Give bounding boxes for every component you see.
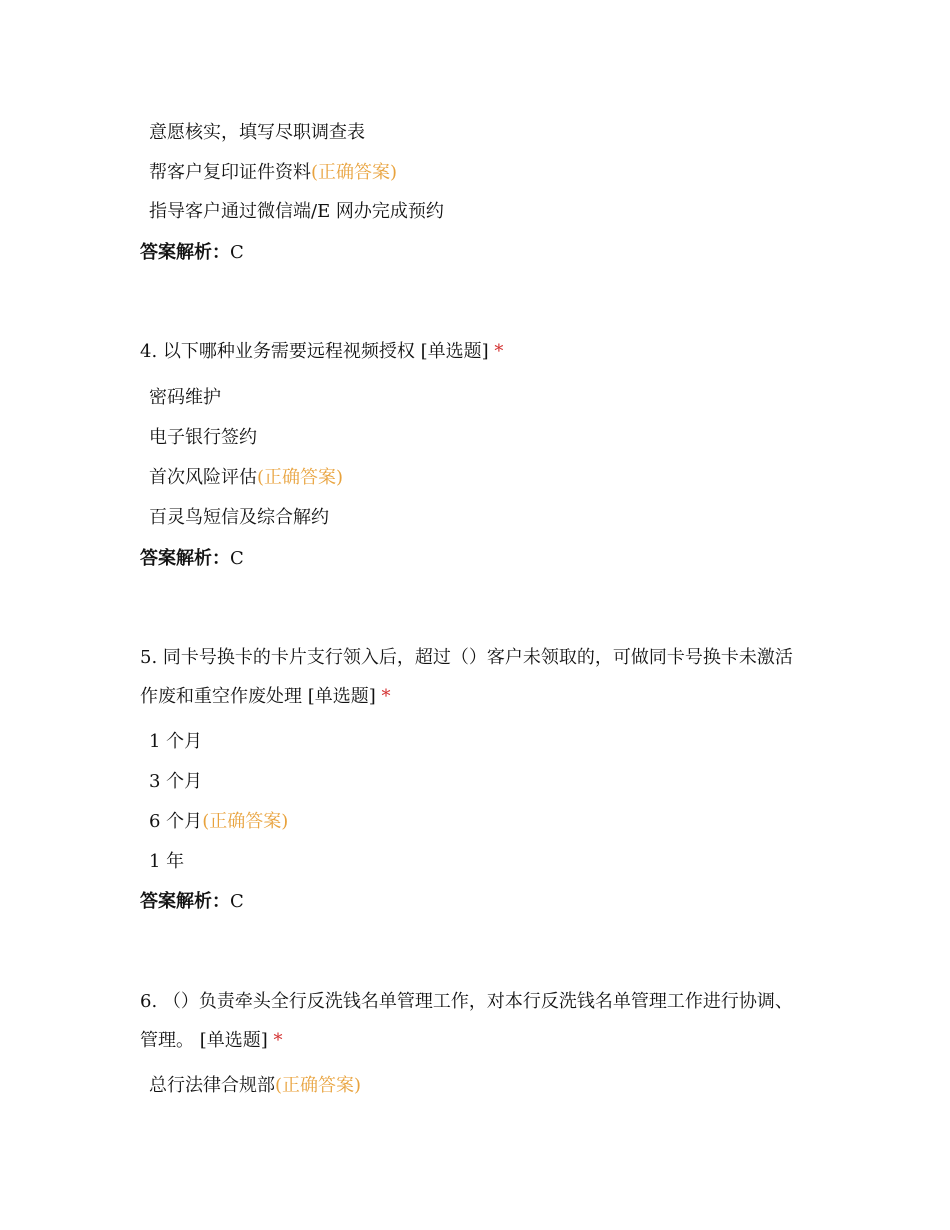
- option-text: 意愿核实，填写尽职调查表: [149, 122, 365, 143]
- answer-explanation: [140, 548, 244, 570]
- option-item: [149, 731, 202, 753]
- question-text: 4. 以下哪种业务需要远程视频授权: [140, 341, 415, 362]
- correct-answer-tag: (正确答案): [257, 467, 344, 488]
- question-text: 6. （）负责牵头全行反洗钱名单管理工作，对本行反洗钱名单管理工作进行协调、: [140, 991, 793, 1012]
- option-text: 3 个月: [149, 771, 203, 792]
- correct-answer-tag: (正确答案): [311, 162, 398, 183]
- question-text: 管理。: [140, 1030, 194, 1051]
- option-text: 百灵鸟短信及综合解约: [149, 507, 329, 528]
- question-text: 作废和重空作废处理: [140, 686, 302, 707]
- correct-answer-tag: (正确答案): [275, 1075, 362, 1096]
- option-text: 指导客户通过微信端/E 网办完成预约: [149, 201, 444, 222]
- option-item: [149, 201, 444, 223]
- answer-label: 答案解析：: [140, 891, 230, 912]
- required-mark: *: [494, 341, 504, 362]
- question-text: 5. 同卡号换卡的卡片支行领入后，超过（）客户未领取的，可做同卡号换卡未激活: [140, 647, 793, 668]
- option-item: [149, 811, 288, 833]
- answer-value: C: [230, 242, 244, 263]
- option-item: [149, 467, 343, 489]
- question-title-continued: [140, 686, 391, 708]
- option-text: 1 个月: [149, 731, 203, 752]
- option-text: 帮客户复印证件资料: [149, 162, 311, 183]
- answer-value: C: [230, 548, 244, 569]
- question-type: [单选题]: [420, 341, 489, 362]
- option-item: [149, 851, 184, 873]
- option-item: [149, 507, 329, 529]
- question-title: [140, 647, 793, 669]
- option-item: [149, 1075, 361, 1097]
- answer-value: C: [230, 891, 244, 912]
- option-item: [149, 162, 397, 184]
- option-text: 电子银行签约: [149, 427, 257, 448]
- option-item: [149, 387, 221, 409]
- question-title: [140, 991, 793, 1013]
- question-title-continued: [140, 1030, 283, 1052]
- answer-explanation: [140, 891, 244, 913]
- option-text: 首次风险评估: [149, 467, 257, 488]
- answer-label: 答案解析：: [140, 548, 230, 569]
- option-text: 密码维护: [149, 387, 221, 408]
- option-text: 1 年: [149, 851, 185, 872]
- option-item: [149, 771, 202, 793]
- question-title: [140, 341, 503, 363]
- required-mark: *: [273, 1030, 283, 1051]
- question-type: [单选题]: [199, 1030, 268, 1051]
- required-mark: *: [381, 686, 391, 707]
- option-text: 总行法律合规部: [149, 1075, 275, 1096]
- question-type: [单选题]: [307, 686, 376, 707]
- option-text: 6 个月: [149, 811, 203, 832]
- correct-answer-tag: (正确答案): [202, 811, 289, 832]
- answer-explanation: [140, 242, 244, 264]
- answer-label: 答案解析：: [140, 242, 230, 263]
- option-item: [149, 122, 365, 144]
- option-item: [149, 427, 257, 449]
